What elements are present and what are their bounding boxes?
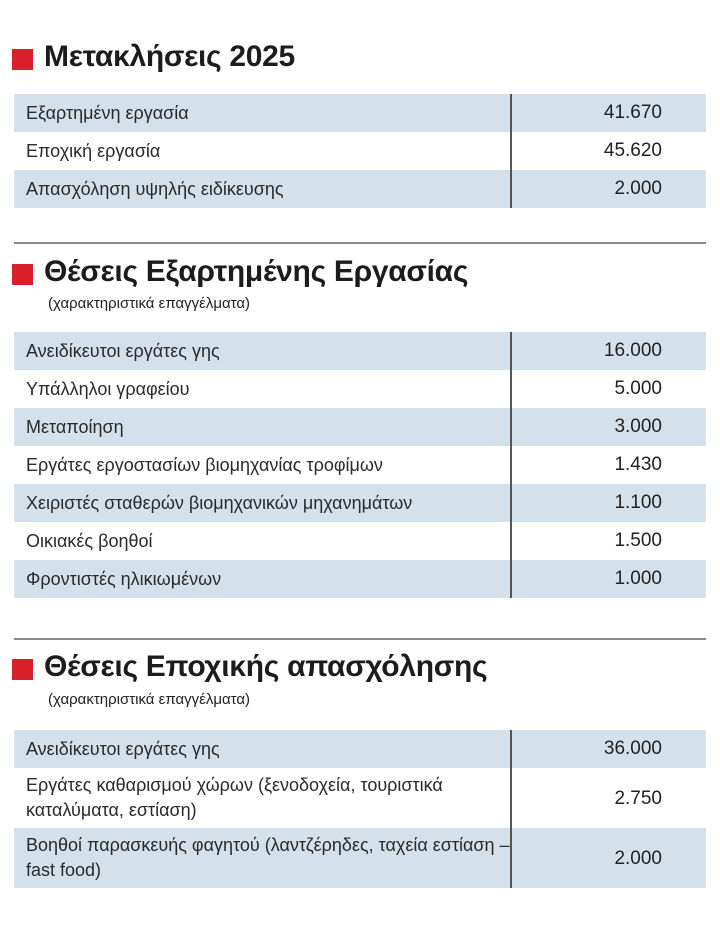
row-label: Μεταποίηση [14,408,511,446]
section-divider [14,638,706,640]
section-divider [14,242,706,244]
row-label: Ανειδίκευτοι εργάτες γης [14,730,511,768]
section-title: Θέσεις Εποχικής απασχόλησης [44,650,488,683]
table-row [14,768,706,828]
row-label: Οικιακές βοηθοί [26,530,153,551]
table-row [14,522,706,560]
data-table [14,94,706,208]
table-row [14,484,706,522]
row-value: 2.000 [511,170,706,208]
row-label: Ανειδίκευτοι εργάτες γης [14,332,511,370]
row-value: 45.620 [511,132,706,170]
row-value: 1.000 [511,560,706,598]
data-table [14,332,706,598]
row-value: 1.500 [511,522,706,560]
row-label: Απασχόληση υψηλής ειδίκευσης [14,170,511,208]
row-value: 3.000 [511,408,706,446]
row-value: 2.750 [511,768,706,828]
table-row [14,94,706,132]
section-header [0,650,720,690]
table-row [14,560,706,598]
row-value: 1.100 [511,484,706,522]
row-label: Εργάτες καθαρισμού χώρων (ξενοδοχεία, τουριστικά καταλύματα, εστίαση) [26,775,443,820]
row-label: Χειριστές σταθερών βιομηχανικών μηχανημάτων [14,484,511,522]
row-value: 36.000 [511,730,706,768]
row-value: 16.000 [511,332,706,370]
section-epoxiki [0,650,720,880]
table-row [14,332,706,370]
section-metakliseis [0,40,720,199]
row-value: 1.430 [511,446,706,484]
section-exartimeni [0,255,720,589]
row-label: Εποχική εργασία [26,140,161,161]
red-square-icon [12,264,33,285]
table-row [14,828,706,888]
section-subtitle: (χαρακτηριστικά επαγγέλματα) [48,295,251,312]
red-square-icon [12,659,33,680]
table-row [14,132,706,170]
row-value: 41.670 [511,94,706,132]
row-value: 5.000 [511,370,706,408]
table-row [14,446,706,484]
row-label: Υπάλληλοι γραφείου [26,378,190,399]
section-header [0,255,720,295]
table-row [14,408,706,446]
row-value: 2.000 [511,828,706,888]
table-row [14,170,706,208]
section-subtitle: (χαρακτηριστικά επαγγέλματα) [48,691,251,708]
row-label: Φροντιστές ηλικιωμένων [14,560,511,598]
section-title: Μετακλήσεις 2025 [44,40,295,73]
table-row [14,730,706,768]
row-label: Εργάτες εργοστασίων βιομηχανίας τροφίμων [26,454,383,475]
red-square-icon [12,49,33,70]
data-table [14,730,706,888]
row-label: Εξαρτημένη εργασία [14,94,511,132]
section-header [0,40,720,80]
row-label: Βοηθοί παρασκευής φαγητού (λαντζέρηδες, ταχεία εστίαση – fast food) [14,828,511,888]
table-row [14,370,706,408]
section-title: Θέσεις Εξαρτημένης Εργασίας [44,255,469,288]
